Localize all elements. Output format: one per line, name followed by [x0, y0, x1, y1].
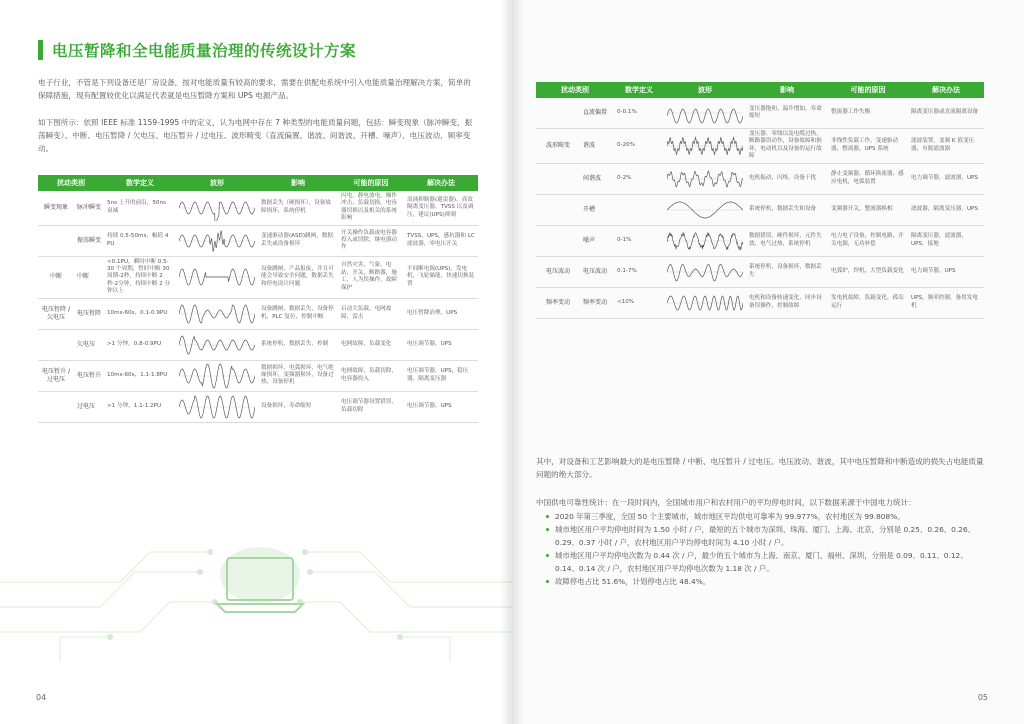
row-effect: 数据错误，硬件损坏，元件失效，电气过热，系统停机: [746, 225, 828, 256]
row-cause: 整流器工作失衡: [828, 98, 908, 129]
row-waveform: [664, 129, 746, 164]
disturbance-table-right: [536, 82, 984, 319]
row-category: 中断: [38, 256, 74, 298]
table-row: [38, 360, 478, 391]
row-subcategory: 过电压: [74, 391, 104, 422]
table-row: [536, 256, 984, 287]
page-title: 电压暂降和全电能质量治理的传统设计方案: [52, 42, 357, 60]
row-category: [38, 225, 74, 256]
row-effect: 设备损坏，寿命缩短: [258, 391, 338, 422]
row-solution: UPS，频率控制，备用发电机: [908, 287, 984, 318]
row-cause: 自然灾害，气象，电站，开关，断路器，施工，人为误操作，故障保护: [338, 256, 404, 298]
row-subcategory: 脉冲瞬变: [74, 191, 104, 225]
row-definition: >1 分钟，0.8-0.9PU: [104, 329, 176, 360]
table-row: [536, 98, 984, 129]
row-cause: 发电机故障，负载变化，孤岛运行: [828, 287, 908, 318]
waveform-line: [179, 231, 255, 252]
row-waveform: [176, 225, 258, 256]
table-row: [38, 191, 478, 225]
waveform-fluct-graphic: [667, 259, 743, 285]
row-category: [38, 391, 74, 422]
row-effect: 变速驱动器(ASD)跳闸，数据丢失或设备损坏: [258, 225, 338, 256]
header-category: 扰动类别: [536, 82, 614, 98]
row-solution: 滤波装置，变频 K 值变压器，有源滤波器: [908, 129, 984, 164]
row-waveform: [664, 225, 746, 256]
statistics-list: [546, 510, 986, 588]
list-item: 2020 年第三季度，全国 50 个主要城市，城市地区平均供电可靠率为 99.977%，农村地区为 99.808%。: [546, 510, 986, 523]
row-waveform: [664, 194, 746, 225]
row-waveform: [176, 329, 258, 360]
row-effect: 数据丢失（硬损坏），设备故障损坏，系统停机: [258, 191, 338, 225]
row-subcategory: 噪声: [580, 225, 614, 256]
row-definition: <0.1PU，瞬时中断 0.5-30 个周期，暂时中断 30 周期-2秒，持续中断 2 秒-2分钟，持续中断 2 分钟以上: [104, 256, 176, 298]
waveform-under-graphic: [179, 332, 255, 358]
table-row: [38, 225, 478, 256]
row-category: 电压暂降 / 欠电压: [38, 298, 74, 329]
row-waveform: [176, 391, 258, 422]
row-definition: 10ms-60s，1.1-1.8PU: [104, 360, 176, 391]
row-category: [536, 194, 580, 225]
definition-paragraph: 如下图所示：依照 IEEE 标准 1159-1995 中的定义，认为电网中存在 7 种类型的电能质量问题，包括：瞬变现象（脉冲瞬变，振荡瞬变）、中断、电压暂降 / 欠电压、电压暂升 / 过电压、波形畸变（直流偏置、谐波、间谐波、开槽、噪声）、电压波动、频率变动。: [38, 118, 473, 153]
row-cause: 闪电，静电放电，操作冲击，负载切换，电容器切换以及相关的系统影响: [338, 191, 404, 225]
waveform-harm-graphic: [667, 133, 743, 159]
waveform-notch-graphic: [667, 197, 743, 223]
row-cause: 变频器开关，整流器换相: [828, 194, 908, 225]
header-waveform: 波形: [664, 82, 746, 98]
header-cause: 可能的原因: [338, 175, 404, 191]
row-solution: 浪涌抑制器(避雷器)，高效隔离变压器，TVSS 以及调压，建议(UPS)抑制: [404, 191, 478, 225]
row-subcategory: 电压暂降: [74, 298, 104, 329]
header-waveform: 波形: [176, 175, 258, 191]
row-effect: 变压器饱和，温升增加，寿命缩短: [746, 98, 828, 129]
row-cause: 电网故障，负载切除，电容器投入: [338, 360, 404, 391]
table-row: [536, 163, 984, 194]
row-solution: 电力调节器，滤波器，UPS: [908, 163, 984, 194]
row-effect: 系统停机，数据丢失，控制: [258, 329, 338, 360]
row-cause: 电力电子设备，控制电路，开关电源，无功补偿: [828, 225, 908, 256]
waveform-line: [179, 202, 255, 221]
row-solution: 电压暂降治理，UPS: [404, 298, 478, 329]
row-definition: 0-2%: [614, 163, 664, 194]
row-effect: 系统停机，设备损坏，数据丢失: [746, 256, 828, 287]
row-solution: TVSS，UPS，感抗器和 LC 滤波器，零电压开关: [404, 225, 478, 256]
list-item: 城市地区用户平均停电时间为 1.50 小时 / 户，最短的五个城市为深圳、珠海、厦门、上海、北京，分别是 0.25、0.26、0.26、0.29、0.37 小时 / 户，农村地区用户平均停电时间为 4.10 小时 / 户。: [546, 523, 986, 549]
row-solution: 电压调节器，UPS，稳压器，隔离变压器: [404, 360, 478, 391]
row-cause: 启动大负载，电网故障，雷击: [338, 298, 404, 329]
row-effect: 数据损坏，电弧损坏，电气绝缘损坏，变频器损坏，设备过热，设备停机: [258, 360, 338, 391]
row-cause: 非线性负载工作，变速驱动器，整流器，UPS 系统: [828, 129, 908, 164]
statistics-intro: 中国供电可靠性统计：在一段时间内，全国城市用户和农村用户的平均停电时间，以下数据来源于中国电力统计：: [536, 498, 916, 507]
waveform-freq-graphic: [667, 290, 743, 316]
row-category: [536, 163, 580, 194]
row-subcategory: 电压波动: [580, 256, 614, 287]
row-definition: >1 分钟，1.1-1.2PU: [104, 391, 176, 422]
row-effect: 电机和设备转速变化，同步设备误操作，控制故障: [746, 287, 828, 318]
row-solution: 电压调节器，UPS: [404, 391, 478, 422]
row-definition: 0-0.1%: [614, 98, 664, 129]
waveform-swell-graphic: [179, 363, 255, 389]
waveform-over-graphic: [179, 394, 255, 420]
table-row: [38, 298, 478, 329]
row-definition: 0-1%: [614, 225, 664, 256]
row-cause: 电弧炉，焊机，大型负载变化: [828, 256, 908, 287]
laptop-illustration: [205, 530, 315, 625]
row-solution: 隔离变压器或直流隔离设备: [908, 98, 984, 129]
row-solution: 电压调节器，UPS: [404, 329, 478, 360]
table-row: [536, 194, 984, 225]
disturbance-table-left: [38, 175, 478, 423]
row-category: [536, 225, 580, 256]
row-subcategory: 开槽: [580, 194, 614, 225]
title-accent-bar: [38, 40, 43, 60]
waveform-interrupt-graphic: [179, 264, 255, 290]
row-waveform: [176, 298, 258, 329]
row-solution: 电力调节器，UPS: [908, 256, 984, 287]
table-row: [38, 329, 478, 360]
page-number-right: 05: [977, 693, 988, 702]
header-cause: 可能的原因: [828, 82, 908, 98]
row-effect: 系统停机，数据丢失和设备: [746, 194, 828, 225]
row-category: [536, 98, 580, 129]
row-waveform: [664, 256, 746, 287]
row-cause: 电网故障，负载变化: [338, 329, 404, 360]
intro-paragraph: 电子行业，不管是下列设备还是厂房设备，按对电能质量有较高的要求，需要在供配电系统中引入电能质量治理解决方案，简单的保障措施，现有配置较优化以满足代表就是电压暂降方案和 UPS 电源产品。: [38, 78, 471, 100]
header-definition: 数学定义: [104, 175, 176, 191]
waveform-line: [667, 109, 743, 123]
waveform-sag-graphic: [179, 301, 255, 327]
row-effect: 设备跳闸，产品报废，并且可能会导致安全问题，数据丢失和停电设计问题: [258, 256, 338, 298]
row-category: [38, 329, 74, 360]
row-subcategory: 谐波: [580, 129, 614, 164]
table-row: [536, 287, 984, 318]
row-waveform: [664, 163, 746, 194]
page-number-left: 04: [36, 693, 47, 702]
list-item: 城市地区用户平均停电次数为 0.44 次 / 户，最少的五个城市为上海、南京、厦门、福州、深圳，分别是 0.09、0.11、0.12、0.14、0.14 次 / 户，农村地区用户平均停电次数为 1.18 次 / 户。: [546, 549, 986, 575]
row-subcategory: 欠电压: [74, 329, 104, 360]
row-waveform: [176, 256, 258, 298]
row-waveform: [176, 191, 258, 225]
table-row: [38, 256, 478, 298]
row-definition: 持续 0.5-50ms，幅值 4 PU: [104, 225, 176, 256]
row-subcategory: 间谐波: [580, 163, 614, 194]
row-waveform: [176, 360, 258, 391]
header-effect: 影响: [258, 175, 338, 191]
row-category: 瞬变现象: [38, 191, 74, 225]
row-definition: 10ms-60s，0.1-0.9PU: [104, 298, 176, 329]
row-effect: 变压器、零线以及电缆过热，断路器误动作，设备故障和损坏，电动机以及设备的运行故障: [746, 129, 828, 164]
list-item: 故障停电占比 51.6%，计划停电占比 48.4%。: [546, 575, 986, 588]
row-category: 频率变动: [536, 287, 580, 318]
header-effect: 影响: [746, 82, 828, 98]
row-cause: 开关操作负载或电容器投入或切除，继电器动作: [338, 225, 404, 256]
row-subcategory: 直流偏置: [580, 98, 614, 129]
table-header-row: [536, 82, 984, 98]
row-category: 电压波动: [536, 256, 580, 287]
row-definition: 5ns 上升的前沿，50ns 衰减: [104, 191, 176, 225]
row-subcategory: 频率变动: [580, 287, 614, 318]
row-cause: 静止变频器，循环换流器，感应电机，电弧装置: [828, 163, 908, 194]
row-definition: [614, 194, 664, 225]
summary-paragraph: 其中，对设备和工艺影响最大的是电压暂降 / 中断、电压暂升 / 过电压、电压波动、谐波，其中电压暂降和中断造成的损失占电能质量问题的绝大部分。: [536, 457, 984, 479]
table-row: [536, 225, 984, 256]
row-waveform: [664, 98, 746, 129]
header-definition: 数学定义: [614, 82, 664, 98]
row-definition: 0-20%: [614, 129, 664, 164]
row-subcategory: 振荡瞬变: [74, 225, 104, 256]
row-effect: 电机振动，闪烁，设备干扰: [746, 163, 828, 194]
waveform-noise-graphic: [667, 228, 743, 254]
waveform-osc-graphic: [179, 228, 255, 254]
waveform-inter-graphic: [667, 166, 743, 192]
row-definition: 0.1-7%: [614, 256, 664, 287]
waveform-line: [667, 264, 743, 281]
row-waveform: [664, 287, 746, 318]
table-header-row: [38, 175, 478, 191]
waveform-dc-graphic: [667, 100, 743, 126]
header-solution: 解决办法: [404, 175, 478, 191]
row-category: 电压暂升 / 过电压: [38, 360, 74, 391]
row-solution: 隔离变压器，滤波器，UPS，接地: [908, 225, 984, 256]
header-category: 扰动类别: [38, 175, 104, 191]
row-solution: 滤波器，隔离变压器，UPS: [908, 194, 984, 225]
row-solution: 不间断电源(UPS)，发电机，飞轮储能，快速切换装置: [404, 256, 478, 298]
waveform-impulse-graphic: [179, 195, 255, 221]
row-definition: <10%: [614, 287, 664, 318]
row-cause: 电压调节器设置错误，负载切除: [338, 391, 404, 422]
table-row: [536, 129, 984, 164]
row-category: 波形畸变: [536, 129, 580, 164]
row-subcategory: 电压暂升: [74, 360, 104, 391]
row-subcategory: 中断: [74, 256, 104, 298]
row-effect: 设备跳闸，数据丢失，设备停机，PLC 复位，控制中断: [258, 298, 338, 329]
header-solution: 解决办法: [908, 82, 984, 98]
table-row: [38, 391, 478, 422]
